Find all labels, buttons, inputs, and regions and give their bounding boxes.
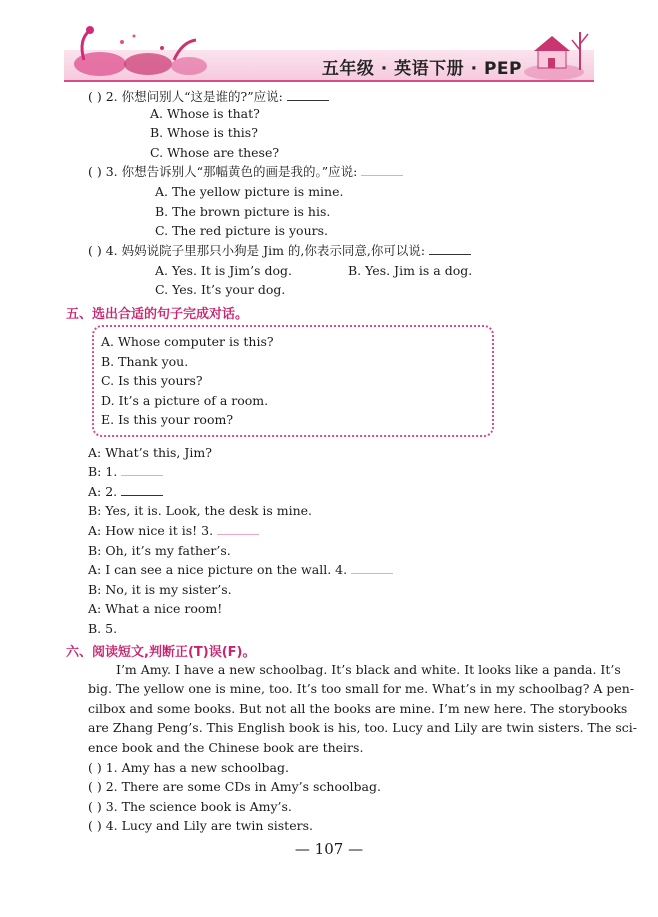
dialogue-text: A: I can see a nice picture on the wall. 4. — [88, 562, 348, 577]
q2-option-a: A. Whose is that? — [150, 106, 260, 121]
passage-line-4: are Zhang Peng’s. This English book is his, too. Lucy and Lily are twin sisters. The sci- — [88, 720, 637, 735]
header-rule — [64, 80, 594, 82]
page-title: 五年级 · 英语下册 · PEP — [321, 59, 522, 79]
answer-blank[interactable] — [361, 164, 403, 176]
q3-line — [88, 164, 403, 180]
q4-line — [88, 243, 471, 259]
dialogue-line-2 — [88, 464, 163, 480]
tf-question-2 — [88, 779, 381, 795]
answer-paren[interactable]: ( ) — [88, 799, 102, 814]
passage-line-2: big. The yellow one is mine, too. It’s too small for me. What’s in my schoolbag? A pen- — [88, 681, 635, 696]
dialogue-line-6: B: Oh, it’s my father’s. — [88, 543, 231, 558]
tf-question-4 — [88, 818, 313, 834]
section-6-title: 六、阅读短文,判断正(T)误(F)。 — [66, 645, 256, 660]
choice-d: D. It’s a picture of a room. — [101, 393, 269, 408]
passage-line-5: ence book and the Chinese book are theirs. — [88, 740, 364, 755]
answer-blank[interactable] — [217, 523, 259, 535]
q2-option-b: B. Whose is this? — [150, 125, 258, 140]
section-5-title: 五、选出合适的句子完成对话。 — [66, 307, 249, 322]
question-text: 4. 妈妈说院子里那只小狗是 Jim 的,你表示同意,你可以说: — [105, 243, 426, 258]
dialogue-line-10: B. 5. — [88, 621, 118, 636]
answer-paren[interactable]: ( ) — [88, 779, 102, 794]
tf-question-1 — [88, 760, 289, 776]
question-text: 2. 你想问别人“这是谁的?”应说: — [105, 89, 283, 104]
passage-line-3: cilbox and some books. But not all the books are mine. I’m new here. The storybooks — [88, 701, 628, 716]
answer-paren[interactable]: ( ) — [88, 818, 102, 833]
answer-blank[interactable] — [121, 464, 163, 476]
choice-c: C. Is this yours? — [101, 373, 203, 388]
question-text: 3. 你想告诉别人“那幅黄色的画是我的。”应说: — [105, 164, 358, 179]
q3-option-b: B. The brown picture is his. — [155, 204, 331, 219]
answer-blank[interactable] — [351, 562, 393, 574]
dialogue-line-3 — [88, 484, 163, 500]
dialogue-line-5 — [88, 523, 259, 539]
dialogue-line-1: A: What’s this, Jim? — [88, 445, 212, 460]
answer-paren[interactable]: ( ) — [88, 89, 102, 104]
choice-b: B. Thank you. — [101, 354, 189, 369]
q4-option-a: A. Yes. It is Jim’s dog. — [155, 263, 292, 278]
answer-paren[interactable]: ( ) — [88, 760, 102, 775]
question-text: 1. Amy has a new schoolbag. — [105, 760, 289, 775]
q2-line — [88, 89, 329, 105]
q4-option-b: B. Yes. Jim is a dog. — [348, 263, 473, 278]
dialogue-text: A: 2. — [88, 484, 118, 499]
question-text: 2. There are some CDs in Amy’s schoolbag. — [105, 779, 381, 794]
answer-paren[interactable]: ( ) — [88, 164, 102, 179]
dialogue-line-7 — [88, 562, 393, 578]
page-number: — 107 — — [294, 840, 364, 858]
q2-option-c: C. Whose are these? — [150, 145, 280, 160]
answer-paren[interactable]: ( ) — [88, 243, 102, 258]
page-header — [64, 20, 594, 82]
q4-option-c: C. Yes. It’s your dog. — [155, 282, 286, 297]
choice-e: E. Is this your room? — [101, 412, 234, 427]
dialogue-text: A: How nice it is! 3. — [88, 523, 214, 538]
answer-blank[interactable] — [287, 89, 329, 101]
answer-blank[interactable] — [121, 484, 163, 496]
choice-a: A. Whose computer is this? — [101, 334, 274, 349]
tf-question-3 — [88, 799, 292, 815]
dialogue-line-8: B: No, it is my sister’s. — [88, 582, 232, 597]
passage-line-1: I’m Amy. I have a new schoolbag. It’s black and white. It looks like a panda. It’s — [116, 662, 621, 677]
flower-decoration-icon — [64, 20, 214, 82]
dialogue-text: B: 1. — [88, 464, 118, 479]
q3-option-a: A. The yellow picture is mine. — [155, 184, 344, 199]
q3-option-c: C. The red picture is yours. — [155, 223, 328, 238]
answer-blank[interactable] — [429, 243, 471, 255]
question-text: 4. Lucy and Lily are twin sisters. — [105, 818, 313, 833]
question-text: 3. The science book is Amy’s. — [105, 799, 292, 814]
dialogue-line-9: A: What a nice room! — [88, 601, 223, 616]
house-tree-decoration-icon — [524, 20, 594, 82]
dialogue-line-4: B: Yes, it is. Look, the desk is mine. — [88, 503, 312, 518]
